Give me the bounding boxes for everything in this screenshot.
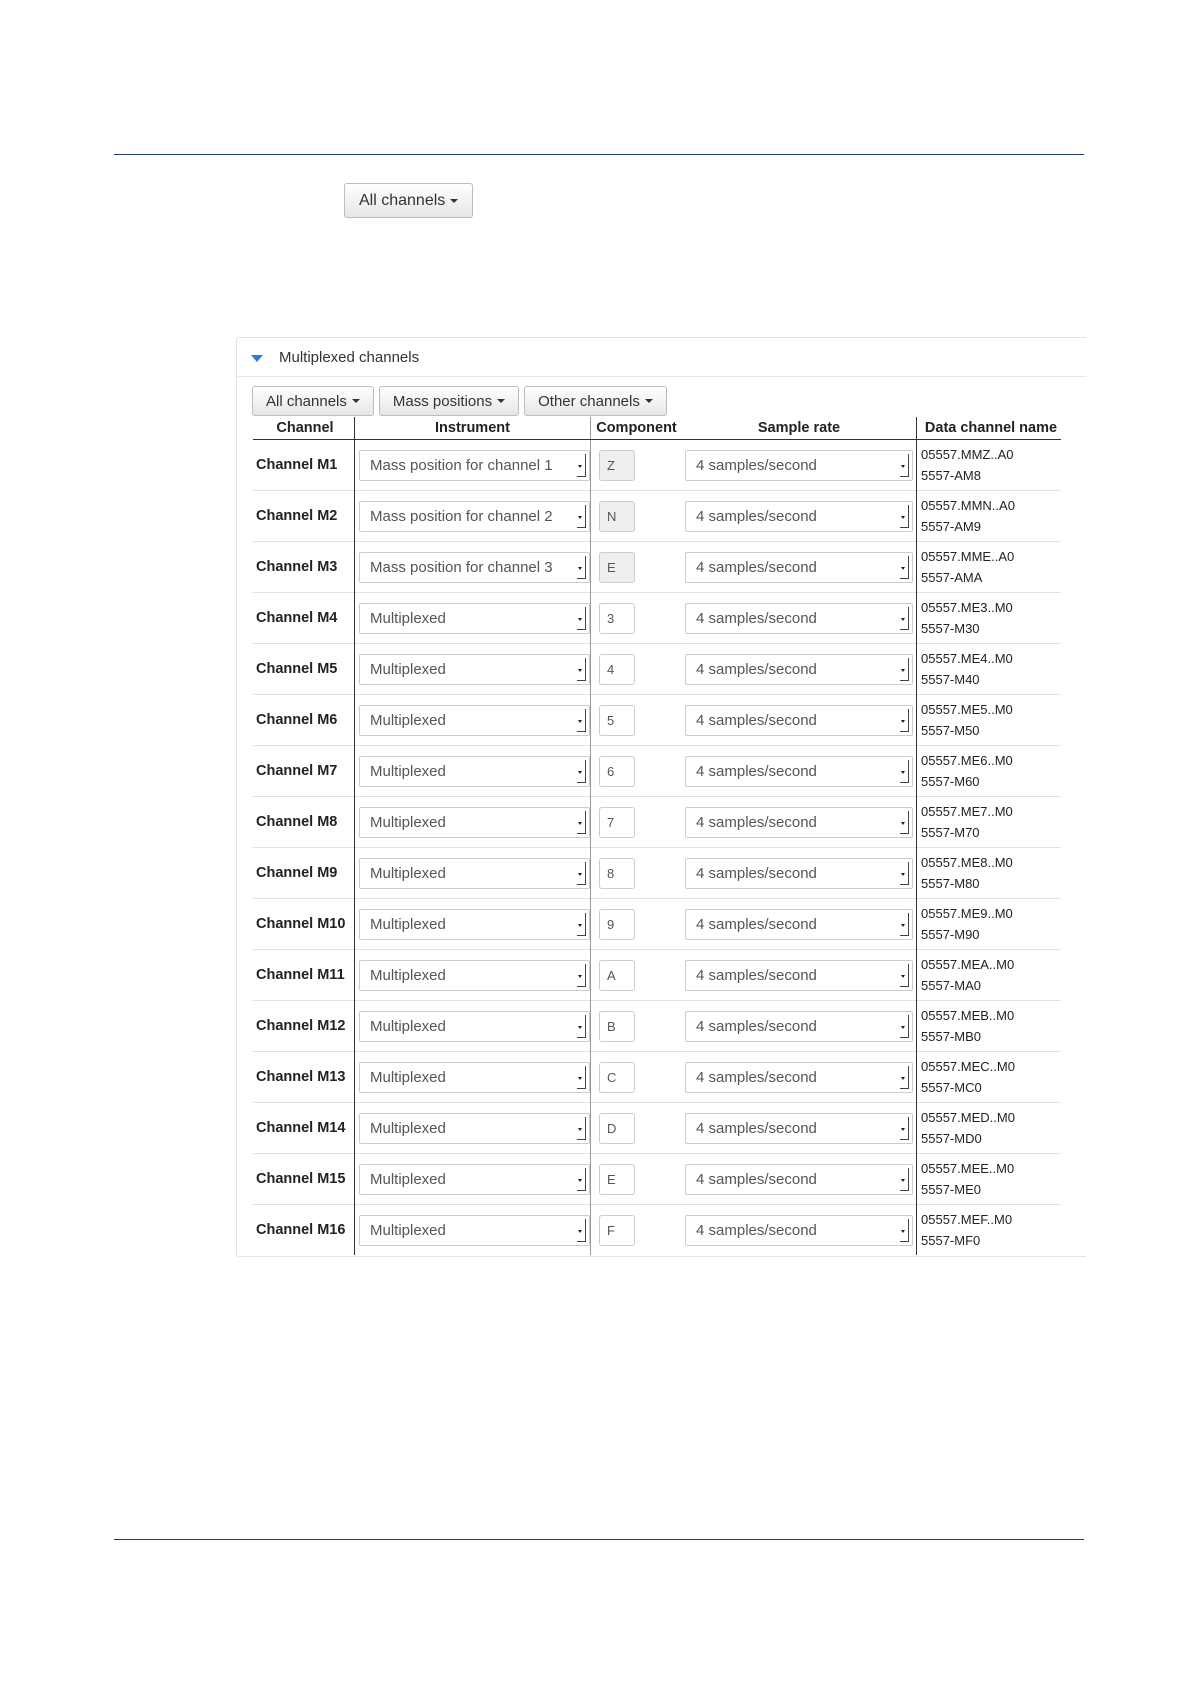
instrument-select[interactable] <box>359 1113 590 1144</box>
data-channel-name-primary: 05557.MEE..M0 <box>921 1161 1015 1176</box>
data-channel-name-cell <box>917 1052 1062 1103</box>
sample-rate-select[interactable] <box>685 603 913 634</box>
sample-rate-select[interactable] <box>685 705 913 736</box>
component-input: E <box>599 552 635 583</box>
component-cell <box>591 491 683 542</box>
data-channel-name-primary: 05557.ME6..M0 <box>921 753 1013 768</box>
data-channel-name-cell <box>917 491 1062 542</box>
data-channel-name-secondary: 5557-M70 <box>921 825 980 840</box>
all-channels-label: All channels <box>359 191 446 209</box>
instrument-cell <box>355 1205 591 1256</box>
instrument-select[interactable] <box>359 756 590 787</box>
instrument-cell <box>355 848 591 899</box>
channel-name: Channel M11 <box>253 950 355 1001</box>
component-cell <box>591 1001 683 1052</box>
multiplexed-channels-panel <box>236 337 1086 1257</box>
column-header-instrument: Instrument <box>355 417 591 440</box>
channel-name: Channel M13 <box>253 1052 355 1103</box>
data-channel-name-secondary: 5557-MB0 <box>921 1029 981 1044</box>
instrument-value: Mass position for channel 3 <box>370 558 553 576</box>
dropdown-arrow-icon <box>577 862 586 885</box>
sample-rate-cell <box>682 1103 917 1154</box>
caret-down-icon <box>352 399 360 403</box>
instrument-value: Multiplexed <box>370 609 446 627</box>
table-row <box>253 440 1061 491</box>
component-input[interactable]: A <box>599 960 635 991</box>
table-row <box>253 746 1061 797</box>
dropdown-arrow-icon <box>900 1168 909 1191</box>
channel-name: Channel M12 <box>253 1001 355 1052</box>
dropdown-arrow-icon <box>577 1066 586 1089</box>
instrument-value: Mass position for channel 2 <box>370 507 553 525</box>
data-channel-name-primary: 05557.ME3..M0 <box>921 600 1013 615</box>
sample-rate-value: 4 samples/second <box>696 507 817 525</box>
sample-rate-value: 4 samples/second <box>696 762 817 780</box>
table-row <box>253 542 1061 593</box>
dropdown-arrow-icon <box>577 760 586 783</box>
component-cell <box>591 797 683 848</box>
table-row <box>253 797 1061 848</box>
data-channel-name-secondary: 5557-M60 <box>921 774 980 789</box>
dropdown-arrow-icon <box>900 1219 909 1242</box>
instrument-select[interactable] <box>359 450 590 481</box>
data-channel-name-primary: 05557.MEF..M0 <box>921 1212 1013 1227</box>
data-channel-name-secondary: 5557-M50 <box>921 723 980 738</box>
sample-rate-cell <box>682 695 917 746</box>
dropdown-arrow-icon <box>900 760 909 783</box>
instrument-cell <box>355 1103 591 1154</box>
component-cell <box>591 899 683 950</box>
data-channel-name-secondary: 5557-M90 <box>921 927 980 942</box>
component-input[interactable]: 3 <box>599 603 635 634</box>
data-channel-name-secondary: 5557-M80 <box>921 876 980 891</box>
sample-rate-cell <box>682 950 917 1001</box>
sample-rate-value: 4 samples/second <box>696 915 817 933</box>
component-cell <box>591 848 683 899</box>
sample-rate-value: 4 samples/second <box>696 966 817 984</box>
data-channel-name-cell <box>917 746 1062 797</box>
footer-rule <box>114 1539 1084 1540</box>
dropdown-arrow-icon <box>900 505 909 528</box>
table-row <box>253 848 1061 899</box>
instrument-cell <box>355 542 591 593</box>
filter-button-group <box>252 386 667 416</box>
instrument-value: Mass position for channel 1 <box>370 456 553 474</box>
data-channel-name-secondary: 5557-MC0 <box>921 1080 982 1095</box>
filter-label: Other channels <box>538 392 640 410</box>
channel-name: Channel M9 <box>253 848 355 899</box>
component-input: Z <box>599 450 635 481</box>
channel-name: Channel M1 <box>256 457 338 473</box>
filter-all-channels-button[interactable] <box>252 386 374 416</box>
component-input[interactable]: C <box>599 1062 635 1093</box>
channel-name: Channel M5 <box>253 644 355 695</box>
sample-rate-cell <box>682 491 917 542</box>
component-input[interactable]: 4 <box>599 654 635 685</box>
data-channel-name-cell <box>917 1001 1062 1052</box>
table-row <box>253 644 1061 695</box>
filter-label: Mass positions <box>392 392 493 410</box>
component-input[interactable]: E <box>599 1164 635 1195</box>
instrument-select[interactable] <box>359 603 590 634</box>
data-channel-name-primary: 05557.ME9..M0 <box>921 906 1013 921</box>
instrument-select[interactable] <box>359 1215 590 1246</box>
sample-rate-cell <box>682 899 917 950</box>
sample-rate-cell <box>682 542 917 593</box>
dropdown-arrow-icon <box>900 556 909 579</box>
component-cell <box>591 1103 683 1154</box>
component-cell <box>591 1205 683 1256</box>
dropdown-arrow-icon <box>577 913 586 936</box>
filter-mass-positions-button[interactable] <box>379 386 519 416</box>
sample-rate-cell <box>682 1001 917 1052</box>
instrument-select[interactable] <box>359 552 590 583</box>
component-cell <box>591 1154 683 1205</box>
instrument-select[interactable] <box>359 858 590 889</box>
data-channel-name-cell <box>917 797 1062 848</box>
data-channel-name-cell <box>917 695 1062 746</box>
instrument-cell <box>355 797 591 848</box>
sample-rate-value: 4 samples/second <box>696 1170 817 1188</box>
dropdown-arrow-icon <box>900 964 909 987</box>
dropdown-arrow-icon <box>900 658 909 681</box>
dropdown-arrow-icon <box>577 709 586 732</box>
sample-rate-select[interactable] <box>685 1062 913 1093</box>
data-channel-name-primary: 05557.ME7..M0 <box>921 804 1013 819</box>
sample-rate-cell <box>682 1205 917 1256</box>
instrument-value: Multiplexed <box>370 1068 446 1086</box>
component-cell <box>591 695 683 746</box>
data-channel-name-primary: 05557.ME8..M0 <box>921 855 1013 870</box>
instrument-cell <box>355 1001 591 1052</box>
channel-name: Channel M16 <box>253 1205 355 1256</box>
channel-name: Channel M14 <box>253 1103 355 1154</box>
component-input: N <box>599 501 635 532</box>
dropdown-arrow-icon <box>577 658 586 681</box>
instrument-value: Multiplexed <box>370 1119 446 1137</box>
dropdown-arrow-icon <box>900 454 909 477</box>
dropdown-arrow-icon <box>577 505 586 528</box>
instrument-cell <box>355 746 591 797</box>
sample-rate-select[interactable] <box>685 654 913 685</box>
component-input[interactable]: 6 <box>599 756 635 787</box>
data-channel-name-primary: 05557.ME4..M0 <box>921 651 1013 666</box>
instrument-select[interactable] <box>359 1164 590 1195</box>
data-channel-name-primary: 05557.ME5..M0 <box>921 702 1013 717</box>
instrument-value: Multiplexed <box>370 762 446 780</box>
instrument-cell <box>355 695 591 746</box>
dropdown-arrow-icon <box>900 1117 909 1140</box>
channel-name: Channel M6 <box>253 695 355 746</box>
dropdown-arrow-icon <box>900 1015 909 1038</box>
sample-rate-value: 4 samples/second <box>696 660 817 678</box>
channel-name: Channel M3 <box>253 542 355 593</box>
collapse-triangle-icon[interactable] <box>251 355 263 362</box>
sample-rate-cell <box>682 440 917 491</box>
channel-name: Channel M15 <box>253 1154 355 1205</box>
filter-other-channels-button[interactable] <box>524 386 667 416</box>
channel-name: Channel M7 <box>253 746 355 797</box>
instrument-select[interactable] <box>359 960 590 991</box>
caret-down-icon <box>645 399 653 403</box>
data-channel-name-primary: 05557.MMN..A0 <box>921 498 1015 513</box>
component-input[interactable]: 5 <box>599 705 635 736</box>
caret-down-icon <box>450 199 458 203</box>
column-header-channel: Channel <box>253 417 355 440</box>
table-row <box>253 1052 1061 1103</box>
panel-title: Multiplexed channels <box>279 348 420 366</box>
channel-name: Channel M10 <box>253 899 355 950</box>
data-channel-name-cell <box>917 899 1062 950</box>
sample-rate-value: 4 samples/second <box>696 558 817 576</box>
data-channel-name-primary: 05557.MED..M0 <box>921 1110 1015 1125</box>
instrument-value: Multiplexed <box>370 1017 446 1035</box>
instrument-select[interactable] <box>359 909 590 940</box>
data-channel-name-cell <box>917 950 1062 1001</box>
sample-rate-cell <box>682 644 917 695</box>
all-channels-button[interactable] <box>344 183 473 218</box>
component-cell <box>591 950 683 1001</box>
sample-rate-select[interactable] <box>685 756 913 787</box>
sample-rate-select[interactable] <box>685 1113 913 1144</box>
table-row <box>253 1103 1061 1154</box>
dropdown-arrow-icon <box>577 1219 586 1242</box>
dropdown-arrow-icon <box>577 454 586 477</box>
sample-rate-value: 4 samples/second <box>696 1119 817 1137</box>
sample-rate-select[interactable] <box>685 909 913 940</box>
data-channel-name-cell <box>917 440 1062 491</box>
dropdown-arrow-icon <box>577 556 586 579</box>
sample-rate-select[interactable] <box>685 1164 913 1195</box>
data-channel-name-primary: 05557.MMZ..A0 <box>921 447 1014 462</box>
instrument-value: Multiplexed <box>370 711 446 729</box>
data-channel-name-secondary: 5557-AM9 <box>921 519 981 534</box>
component-input[interactable]: 7 <box>599 807 635 838</box>
channel-name: Channel M2 <box>253 491 355 542</box>
instrument-value: Multiplexed <box>370 1170 446 1188</box>
sample-rate-value: 4 samples/second <box>696 1017 817 1035</box>
data-channel-name-secondary: 5557-M30 <box>921 621 980 636</box>
table-row <box>253 593 1061 644</box>
data-channel-name-secondary: 5557-MA0 <box>921 978 981 993</box>
sample-rate-value: 4 samples/second <box>696 609 817 627</box>
table-row <box>253 1154 1061 1205</box>
component-cell <box>591 1052 683 1103</box>
table-row <box>253 1001 1061 1052</box>
instrument-cell <box>355 1052 591 1103</box>
table-header-row <box>253 417 1061 440</box>
dropdown-arrow-icon <box>577 964 586 987</box>
column-header-data-channel-name: Data channel name <box>917 417 1062 440</box>
data-channel-name-cell <box>917 593 1062 644</box>
data-channel-name-secondary: 5557-MF0 <box>921 1233 981 1248</box>
instrument-cell <box>355 950 591 1001</box>
instrument-cell <box>355 491 591 542</box>
data-channel-name-cell <box>917 542 1062 593</box>
instrument-value: Multiplexed <box>370 864 446 882</box>
sample-rate-select[interactable] <box>685 1215 913 1246</box>
data-channel-name-primary: 05557.MEA..M0 <box>921 957 1015 972</box>
instrument-select[interactable] <box>359 1062 590 1093</box>
sample-rate-cell <box>682 1052 917 1103</box>
sample-rate-cell <box>682 1154 917 1205</box>
table-row <box>253 1205 1061 1256</box>
data-channel-name-cell <box>917 1154 1062 1205</box>
dropdown-arrow-icon <box>577 1117 586 1140</box>
data-channel-name-secondary: 5557-ME0 <box>921 1182 981 1197</box>
table-row <box>253 695 1061 746</box>
data-channel-name-secondary: 5557-AMA <box>921 570 983 585</box>
instrument-value: Multiplexed <box>370 915 446 933</box>
data-channel-name-primary: 05557.MME..A0 <box>921 549 1015 564</box>
instrument-select[interactable] <box>359 807 590 838</box>
instrument-select[interactable] <box>359 501 590 532</box>
component-cell <box>591 644 683 695</box>
instrument-cell <box>355 593 591 644</box>
channels-table <box>253 417 1061 1255</box>
panel-header[interactable] <box>237 338 1086 377</box>
filter-label: All channels <box>266 392 347 410</box>
sample-rate-cell <box>682 848 917 899</box>
instrument-value: Multiplexed <box>370 813 446 831</box>
data-channel-name-cell <box>917 848 1062 899</box>
table-row <box>253 950 1061 1001</box>
sample-rate-select[interactable] <box>685 1011 913 1042</box>
component-input[interactable]: F <box>599 1215 635 1246</box>
data-channel-name-cell <box>917 644 1062 695</box>
dropdown-arrow-icon <box>577 811 586 834</box>
header-rule <box>114 154 1084 155</box>
sample-rate-select[interactable] <box>685 552 913 583</box>
component-input[interactable]: B <box>599 1011 635 1042</box>
sample-rate-cell <box>682 746 917 797</box>
dropdown-arrow-icon <box>900 1066 909 1089</box>
sample-rate-value: 4 samples/second <box>696 864 817 882</box>
instrument-value: Multiplexed <box>370 660 446 678</box>
sample-rate-select[interactable] <box>685 960 913 991</box>
channel-name: Channel M8 <box>253 797 355 848</box>
caret-down-icon <box>497 399 505 403</box>
component-cell <box>591 542 683 593</box>
component-input[interactable]: D <box>599 1113 635 1144</box>
data-channel-name-cell <box>917 1103 1062 1154</box>
data-channel-name-secondary: 5557-AM8 <box>921 468 981 483</box>
dropdown-arrow-icon <box>900 607 909 630</box>
dropdown-arrow-icon <box>900 709 909 732</box>
component-cell <box>591 593 683 644</box>
instrument-value: Multiplexed <box>370 966 446 984</box>
component-cell <box>591 440 683 491</box>
instrument-value: Multiplexed <box>370 1221 446 1239</box>
column-header-component: Component <box>591 417 683 440</box>
table-row <box>253 491 1061 542</box>
dropdown-arrow-icon <box>900 811 909 834</box>
channel-name: Channel M4 <box>253 593 355 644</box>
data-channel-name-secondary: 5557-MD0 <box>921 1131 982 1146</box>
sample-rate-value: 4 samples/second <box>696 1068 817 1086</box>
data-channel-name-primary: 05557.MEB..M0 <box>921 1008 1015 1023</box>
column-header-sample-rate: Sample rate <box>682 417 917 440</box>
instrument-cell <box>355 440 591 491</box>
sample-rate-value: 4 samples/second <box>696 711 817 729</box>
instrument-cell <box>355 1154 591 1205</box>
sample-rate-select[interactable] <box>685 807 913 838</box>
sample-rate-value: 4 samples/second <box>696 456 817 474</box>
instrument-cell <box>355 899 591 950</box>
data-channel-name-primary: 05557.MEC..M0 <box>921 1059 1015 1074</box>
dropdown-arrow-icon <box>577 607 586 630</box>
sample-rate-select[interactable] <box>685 858 913 889</box>
component-cell <box>591 746 683 797</box>
sample-rate-cell <box>682 593 917 644</box>
dropdown-arrow-icon <box>577 1015 586 1038</box>
sample-rate-select[interactable] <box>685 450 913 481</box>
sample-rate-select[interactable] <box>685 501 913 532</box>
sample-rate-value: 4 samples/second <box>696 813 817 831</box>
instrument-select[interactable] <box>359 654 590 685</box>
instrument-cell <box>355 644 591 695</box>
component-input[interactable]: 9 <box>599 909 635 940</box>
instrument-select[interactable] <box>359 1011 590 1042</box>
table-row <box>253 899 1061 950</box>
dropdown-arrow-icon <box>900 913 909 936</box>
component-input[interactable]: 8 <box>599 858 635 889</box>
sample-rate-value: 4 samples/second <box>696 1221 817 1239</box>
dropdown-arrow-icon <box>577 1168 586 1191</box>
data-channel-name-secondary: 5557-M40 <box>921 672 980 687</box>
instrument-select[interactable] <box>359 705 590 736</box>
data-channel-name-cell <box>917 1205 1062 1256</box>
dropdown-arrow-icon <box>900 862 909 885</box>
sample-rate-cell <box>682 797 917 848</box>
